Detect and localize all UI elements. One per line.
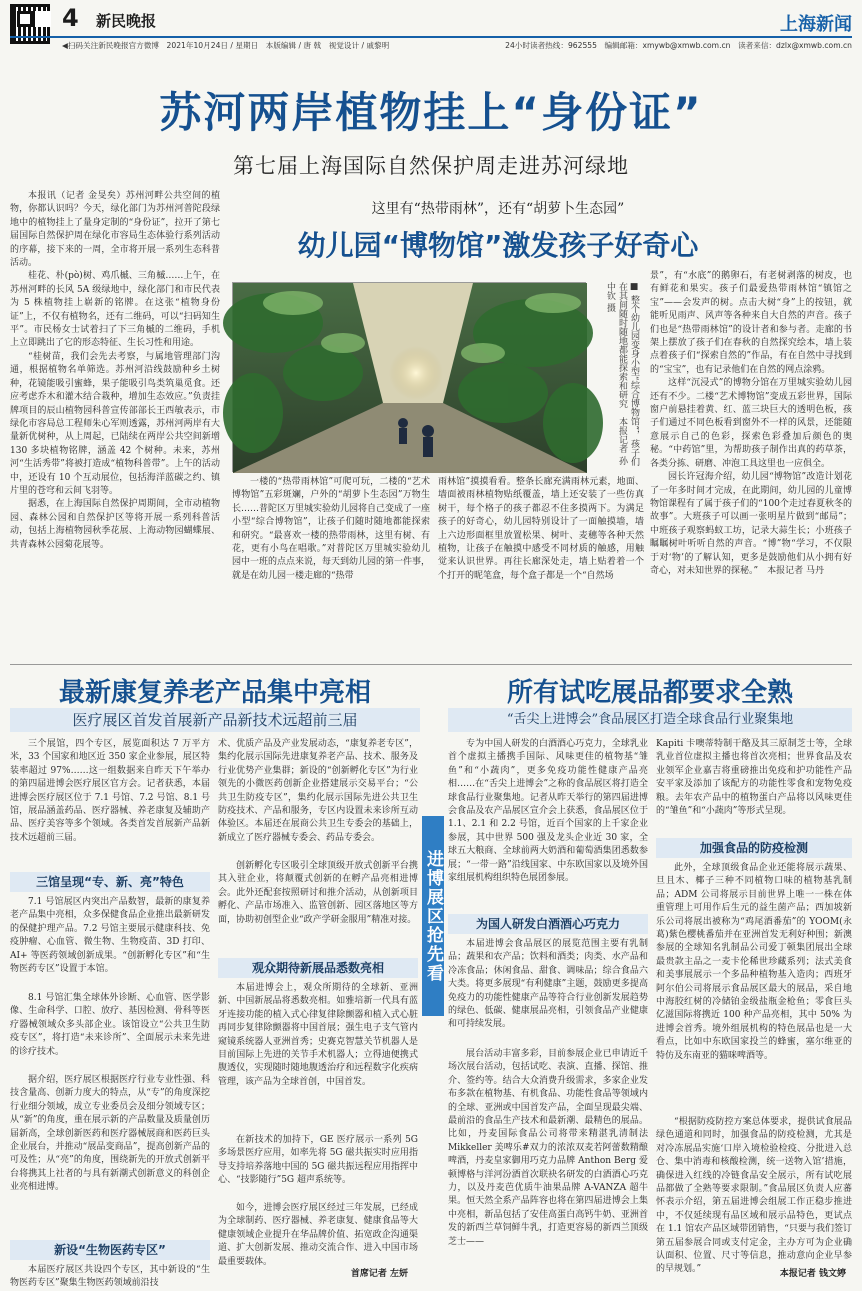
food-subhead-epidemic-checks: 加强食品的防疫检测 <box>656 838 852 858</box>
medical-subheadline: 医疗展区首发首展新产品新技术远超前三届 <box>10 708 420 732</box>
medical-subhead-biopharma: 新设“生物医药专区” <box>10 1240 210 1260</box>
food-subhead-chocolate: 为国人研发白酒酒心巧克力 <box>448 914 648 934</box>
plant-id-article <box>10 190 220 660</box>
article-paragraph: 景”，有“水底”的鹅卵石，有老树剥落的树皮，也有鲜花和果实。孩子们最爱热带雨林馆“镇馆之宝”——会发声的树。点击大树“身”上的按钮，就能听见雨声、风声等各种来自大自然的声音。孩子们也是“热带雨林馆”的设计者和参与者。走廊的书架上摆放了孩子们在春秋的自然探究绘本，墙上装点着孩子们“探索自然的”作品，有在自然中寻找到的“宝宝”，也有记录他们在自然的网点涂鸦。 <box>650 271 852 375</box>
photo-caption: ■ 整个幼儿园变身小型“综合博物馆”，孩子们在其间随时随地都能探索和研究 本报记者 孙中钦 摄 <box>605 282 639 467</box>
article-paragraph: 据悉，在上海国际自然保护周期间，全市动植物园、森林公园和自然保护区等将开展一系列科普活动，包括上海植物园秋季花展、上海动物园蝴蝶展、共青森林公园菊花展等。 <box>10 499 220 550</box>
main-headline: 苏河两岸植物挂上“身份证” <box>159 88 703 137</box>
food-column-2 <box>656 738 852 1280</box>
byline: 本报记者 钱文婷 <box>779 1269 846 1279</box>
page-number: 4 <box>62 4 79 32</box>
photo-illustration <box>233 283 587 473</box>
article-paragraph: “根据防疫防控方案总体要求，提供试食展品绿色通道和同时，加强食品的防疫检测，尤其是对冷冻展品实施‘口岸入境检验检疫、分批进入总仓、集中消毒和核酸检测，统一送物入馆’措施，确保进入红线的冷链食品安全展示，所有试吃展品都做了全熟等要求限制。”食品展区负责人应蕃怀表示介绍，第五届进博会组展工作正稳步推进中，不仅延续现有品区域和展示品特色，更试点在 1.1 馆农产品区域带团销售，“只要与我们签订第五届参展合同或支付定金，主办方可为企业确认面积、位置、尺寸等信息，推动意向企业早参的早规划。” <box>656 1117 852 1275</box>
article-paragraph: 本届医疗展区共设四个专区，其中新设的“生物医药专区”聚集生物医药领域前沿技 <box>10 1265 210 1289</box>
article-paragraph: 8.1 号馆汇集全球体外诊断、心血管、医学影像、生命科学、口腔、放疗、基因检测、骨科等医疗器械领域众多头部企业。该馆设立“公共卫生防疫专区”，将打造“未来诊所”、全面展示未来先进的诊疗技术。 <box>10 993 210 1057</box>
kindergarten-column-2: 雨林馆”摸摸看看。整条长廊充满雨林元素，地面、墙面被雨林植物贴纸覆盖，墙上还安装了一些仿真树干，每个格子的孩子都忍不住多摸两下。为满足孩子的好奇心，幼儿园特别设计了一面触摸墙，墙上六边形面框里放置松果、树叶、麦穗等各种天然植物，让孩子在触摸中感受不同材质的触感，用触觉来认识世界。再往长廊深处走，墙上贴着着一个个打开的昵笔盒，每个盒子都是一个“自然场 <box>438 477 644 581</box>
article-paragraph: 创新孵化专区吸引全球顶级开放式创新平台携其入驻企业，将颠覆式创新的在孵产品亮相进博会。此外还配套按照研讨和推介活动，从创新项目孵化、产品市场准入、监管创新、园区落地区等方面，协助初创型企业“政产学研金服用”精准对接。 <box>218 861 418 925</box>
article-paragraph: 此外，全球顶级食品企业还能将展示蔬果、旦且木、椰子三种不同植物口味的植物基乳制品；ADM 公司将展示目前世界上唯一一株在体重管理上可用作后生元的益生菌产品；西加坡新乐公司将展出被称为“鸡尾酒番茄”的 YOOM(永葛)紫色樱桃番茄并在亚洲首发无利好种围；新澳参展的全球知名乳制品公司爱丁顿集团展出全球最贵款主品之一麦卡伦稀世珍藏系列；法式美食和美事展展示一个多品种植物基入造肉；西班牙阿尔伯公司将展示食品展区最大的展品，采自地中海胶红树的冷储铂金级盐瓶金枪鱼；零食巨头亿滋国际将携近 100 种产品亮相，其中 50% 为进博会首秀。境外组展机构的特色展品也是一大看点，比如中东欧国家投兰的蜂蜜，塞尔维亚的特仿及东南亚的猫咪啤酒等。 <box>656 863 852 1061</box>
article-paragraph: 这样“沉浸式”的博物分馆在万里城实验幼儿园还有不少。二楼“艺术博物馆”变成五彩世界，国际窗户前悬挂着黄、红、蓝三块巨大的透明色板，孩子们通过不同色板看到窗外不一样的风景，还能随意展示自己的色彩，探索色彩叠加后颜色的奥秘。“中药馆”里，为帮助孩子制作出真的药草茶，各类分拣、研磨、冲泡工具这里也一应俱全。 <box>650 378 852 469</box>
kindergarten-column-1: 一楼的“热带雨林馆”可爬可玩，二楼的“艺术博物馆”五彩斑斓，户外的“胡萝卜生态园”万物生长……普陀区万里城实验幼儿园将自己变成了一座小型“综合博物馆”，让孩子们随时随地都能探索和研究。“最喜欢一楼的热带雨林，这里有树、有花，更有小鸟在唱歌。”对普陀区万里城实验幼儿园中一班的点点来说，每天到幼儿园的第一件事，就是在幼儿园一楼走廊的“热带 <box>232 477 431 581</box>
article-paragraph: 如今，进博会医疗展区经过三年发展，已经成为全球制药、医疗器械、养老康复、健康食品等大健康领域企业提升在华品牌价值、拓宽政企沟通渠道、扩大创新发展、推动交流合作、进入中国市场最重要载体。 <box>218 1203 418 1267</box>
article-paragraph: “桂树苗，我们会先去考察，与属地管理部门沟通，根据植物名单筛选。苏州河沿线鼓励种乡土树种，花镜能吸引蜜蜂，果子能吸引鸟类筑巢觅食。还应考虑乔木和灌木结合栽种，增加生态效应。”负责挂牌项目的辰山植物园科普宣传部部长王西敏表示，市绿化市容局总工程师朱心军则透露，苏州河两岸有大量新优树种，从上周起，已陆续在两岸公共空间新增 130 多块植物铭牌，涵盖 42 个树种。未来，苏州河“生活秀带”将被打造成“植物科普带”。上午的活动中，还设有 10 个互动展位，包括海洋蓝碳之约、镇片里的苍穹和云间飞羽等。 <box>10 351 220 496</box>
article-paragraph: 本届进博会食品展区的展览范围主要有乳制品；蔬果和农产品；饮料和酒类；肉类、水产品和冷冻食品；休闲食品、甜食、调味品；综合食品六大类。将更多展现“有利健康”主题，鼓励更多提高免疫力的功能性健康产品等符合行业创新发展趋势的绿色、低碳、健康展品亮相，引领食品产业健康和可持续发展。 <box>448 939 648 1030</box>
kindergarten-headline: 幼儿园“博物馆”激发孩子好奇心 <box>297 229 699 262</box>
byline: 首席记者 左妍 <box>350 1269 408 1279</box>
food-headline: 所有试吃展品都要求全熟 <box>506 678 793 708</box>
rainforest-corridor-photo <box>232 282 586 472</box>
food-subheadline: “舌尖上进博会”食品展区打造全球食品行业聚集地 <box>448 708 852 732</box>
article-paragraph: 本报讯（记者 金旻矣）苏州河畔公共空间的植物，你都认识吗？今天，绿化部门为苏州河普陀段绿地中的植物挂上了量身定制的“身份证”，拉开了第七届国际自然保护周在绿化市容局生态体验行系列活动的序幕，接下来的一周，全市将开展一系列生态科普活动。 <box>10 191 220 269</box>
medical-headline: 最新康复养老产品集中亮相 <box>58 678 371 708</box>
medical-subhead-three-halls: 三馆呈现“专、新、亮”特色 <box>10 872 210 892</box>
header-meta <box>62 40 852 51</box>
medical-column-2 <box>218 738 418 1280</box>
article-paragraph: 据介绍，医疗展区根据医疗行业专业性强、科技含量高、创新力度大的特点，从“专”的角度深挖行业细分领域，成立专业委员会及细分领域专区；从“新”的角度，重在展示新的产品数量及质量创历届新高，全球创新医药和医疗器械展商和医药巨头企业展台，并推动“展品变商品”，提高创新产品的可及性；从“亮”的角度，围绕新先的开放式创新平台将携其上社者的与具有新潮式创新意义的科创企业亮相进博。 <box>10 1075 210 1193</box>
expo-preview-banner: 进博展区抢先看 <box>422 816 444 1016</box>
article-paragraph: 展台活动丰富多彩，目前参展企业已申请近千场次展台活动，包括试吃、表演、直播、探馆、推介、签约等。结合大众消费升级需求，多家企业发布多款在植物基、有机食品、功能性食品等领域内的全球、亚洲或中国首发产品，全面呈现最尖端、最前沿的食品生产技术和最新潮、最精色的展品。比如，丹麦国际食品公司将带来精湛乳清制法 Mikkeller 美啤乐#双力的浓浓双麦若阿蕾数精酿啤酒，丹麦皇家御用巧克力品牌 Anthon Berg 爱顿博格与洋河汾酒首次联袂名研发的白酒酒心巧克力，以及丹麦芭优质牛油果品牌 A-VANZA 超牛果。恒天然全系产品阵容也将在第四届进博会上集中亮相，新品包括了安佳高蛋白高钙牛奶、亚洲首发的新西兰草饲鲜牛乳，打造更容易的新西兰顶级芝士—— <box>448 1049 648 1247</box>
section-title: 上海新闻 <box>780 14 852 35</box>
article-paragraph: 7.1 号馆展区内突出产品数智，最新的康复养老产品集中亮相，众多保健食品企业推出最新研发的保健护理产品。7.2 号馆主要展示健康科技、免疫肿瘤、心血管、微生物、生物疫苗、3D 打印、AI+ 等医药领域创新成果。“创新孵化专区”和“生物医药专区”设置于本馆。 <box>10 897 210 975</box>
article-paragraph: Kapiti 卡噢蒂特制干酪及其三原制芝士等，全球乳业首位虚拟主播也将首次亮相；世界食品及农业领军企业嘉吉将重磅推出免疫和护功能性产品安平家及添加了该配方的功能性零食和宠物免疫粮。去年农产品中的植物蛋白产品将以风味更佳的“雏鱼”和“小蔬肉”等形式呈现。 <box>656 739 852 817</box>
article-paragraph: 专为中国人研发的白酒酒心巧克力，全球乳业首个虚拟主播携手国际、风味更佳的植物基“雏鱼”和“小蔬肉”，更多免疫功能性健康产品亮相……在“舌尖上进博会”之称的食品展区将打造全球食品行业聚集地。记者从昨天举行的第四届进博会食品及农产品展区宣介会上获悉，食品展区位于 1.1、2.1 和 2.2 号馆，近百个国家的上千家企业参展，其中世界 500 强及龙头企业近 30 家，全球五大粮商、全球前两大奶酒和葡萄酒集团悉数参展；“一带一路”沿线国家、中东欧国家以及境外国家组展机构组织特色展团参展。 <box>448 739 648 884</box>
medical-subhead-new-exhibits: 观众期待新展品悉数亮相 <box>218 958 418 978</box>
kindergarten-column-3 <box>650 270 852 658</box>
article-paragraph: 术、优质产品及产业发展动态，“康复养老专区”，集约化展示国际先进康复养老产品、技术、服务及行业优势产业集群；新设的“创新孵化专区”为行业领先的小微医药创新企业搭建展示交易平台；“公共卫生防疫专区”，集约化展示国际先进公共卫生防疫技术、产品和服务，专区内设置未来诊所互动体验区。本届还在展商公共卫生专委会的基础上，新成立了医疗器械专委会、药品专委会。 <box>218 739 418 843</box>
food-column-1 <box>448 738 648 1280</box>
main-subheadline: 第七届上海国际自然保护周走进苏河绿地 <box>233 154 629 178</box>
section-divider <box>10 664 852 665</box>
header-rule <box>10 36 852 38</box>
article-paragraph: 本届进博会上，观众所期待的全球新、亚洲新、中国新展品将悉数亮相。如雅培新一代具有蓝牙连接功能的植入式心律复律除颤器和植入式心脏再同步复律除颤器将中国首展；强生电子支气管内窥镜系统器人亚洲首秀；史赛克智慧关节机器人是目前国际上先进的关节手术机器人；立得迪便携式腹透仪，实现随时随地腹透治疗和远程数字化疾病管理，该产品为全球首创，中国首发。 <box>218 983 418 1087</box>
header-meta-right: 24小时读者热线：962555 编辑邮箱：xmywb@xmwb.com.cn 读者来信：dzlx@xmwb.com.cn <box>505 41 852 50</box>
kindergarten-kicker: 这里有“热带雨林”，还有“胡萝卜生态园” <box>371 201 625 217</box>
article-paragraph: 在新技术的加持下，GE 医疗展示一系列 5G 多场景医疗应用，如率先将 5G 磁共振实时应用指导支持培养落地中国的 5G 磁共振远程应用指挥中心、“技影随行”5G 超声系统等。 <box>218 1135 418 1186</box>
article-paragraph: 园长许冠海介绍，幼儿园“博物馆”改造计划花了一年多时间才完成，在此期间，幼儿园的儿童博物馆课程有了属于孩子们的“100个走过春夏秋冬的故事”。大班孩子可以画一张明星片做到“邮局”；中班孩子观察蚂蚁工坊，记录大蒜生长；小班孩子瞩瞩树叶听听自然的声音。“博”物“学习，不仅限于对‘物’的了解认知，更多是鼓励他们从小拥有好奇心，对未知世界的探秘。” 本报记者 马丹 <box>650 472 852 576</box>
article-paragraph: 桂花、朴(pò)树、鸡爪槭、三角槭……上午，在苏州河畔的长风 5A 级绿地中，绿化部门和市民代表为 5 株植物挂上崭新的铭牌。在这张“植物身份证”上，不仅有植物名，还有二维码，可以“扫码知生平”。市民杨女士试着扫了下三角槭的二维码，手机上立即跳出了它的形态特征、生长习性和用途。 <box>10 271 220 349</box>
article-paragraph: 三个展馆，四个专区，展览面积达 7 万平方米，33 个国家和地区近 350 家企业参展，展区特装率超过 97%……这一组数据来自昨天下午举办的第四届进博会医疗展区官方会。记者获悉，本届进博会医疗展区位于 7.1 号馆、7.2 号馆、8.1 号馆，展品涵盖药品、医疗器械、养老康复及辅助产品、医疗美容等多个领域。各类首发首展新产品新技术远超前三届。 <box>10 739 210 843</box>
medical-column-1 <box>10 738 210 1289</box>
header-meta-left: ◀扫码关注新民晚报官方微博 2021年10月24日 / 星期日 本版编辑 / 唐 戟 视觉设计 / 戚黎明 <box>62 41 390 50</box>
paper-logo: 新民晚报 <box>96 12 157 30</box>
qr-code-icon <box>10 4 50 44</box>
